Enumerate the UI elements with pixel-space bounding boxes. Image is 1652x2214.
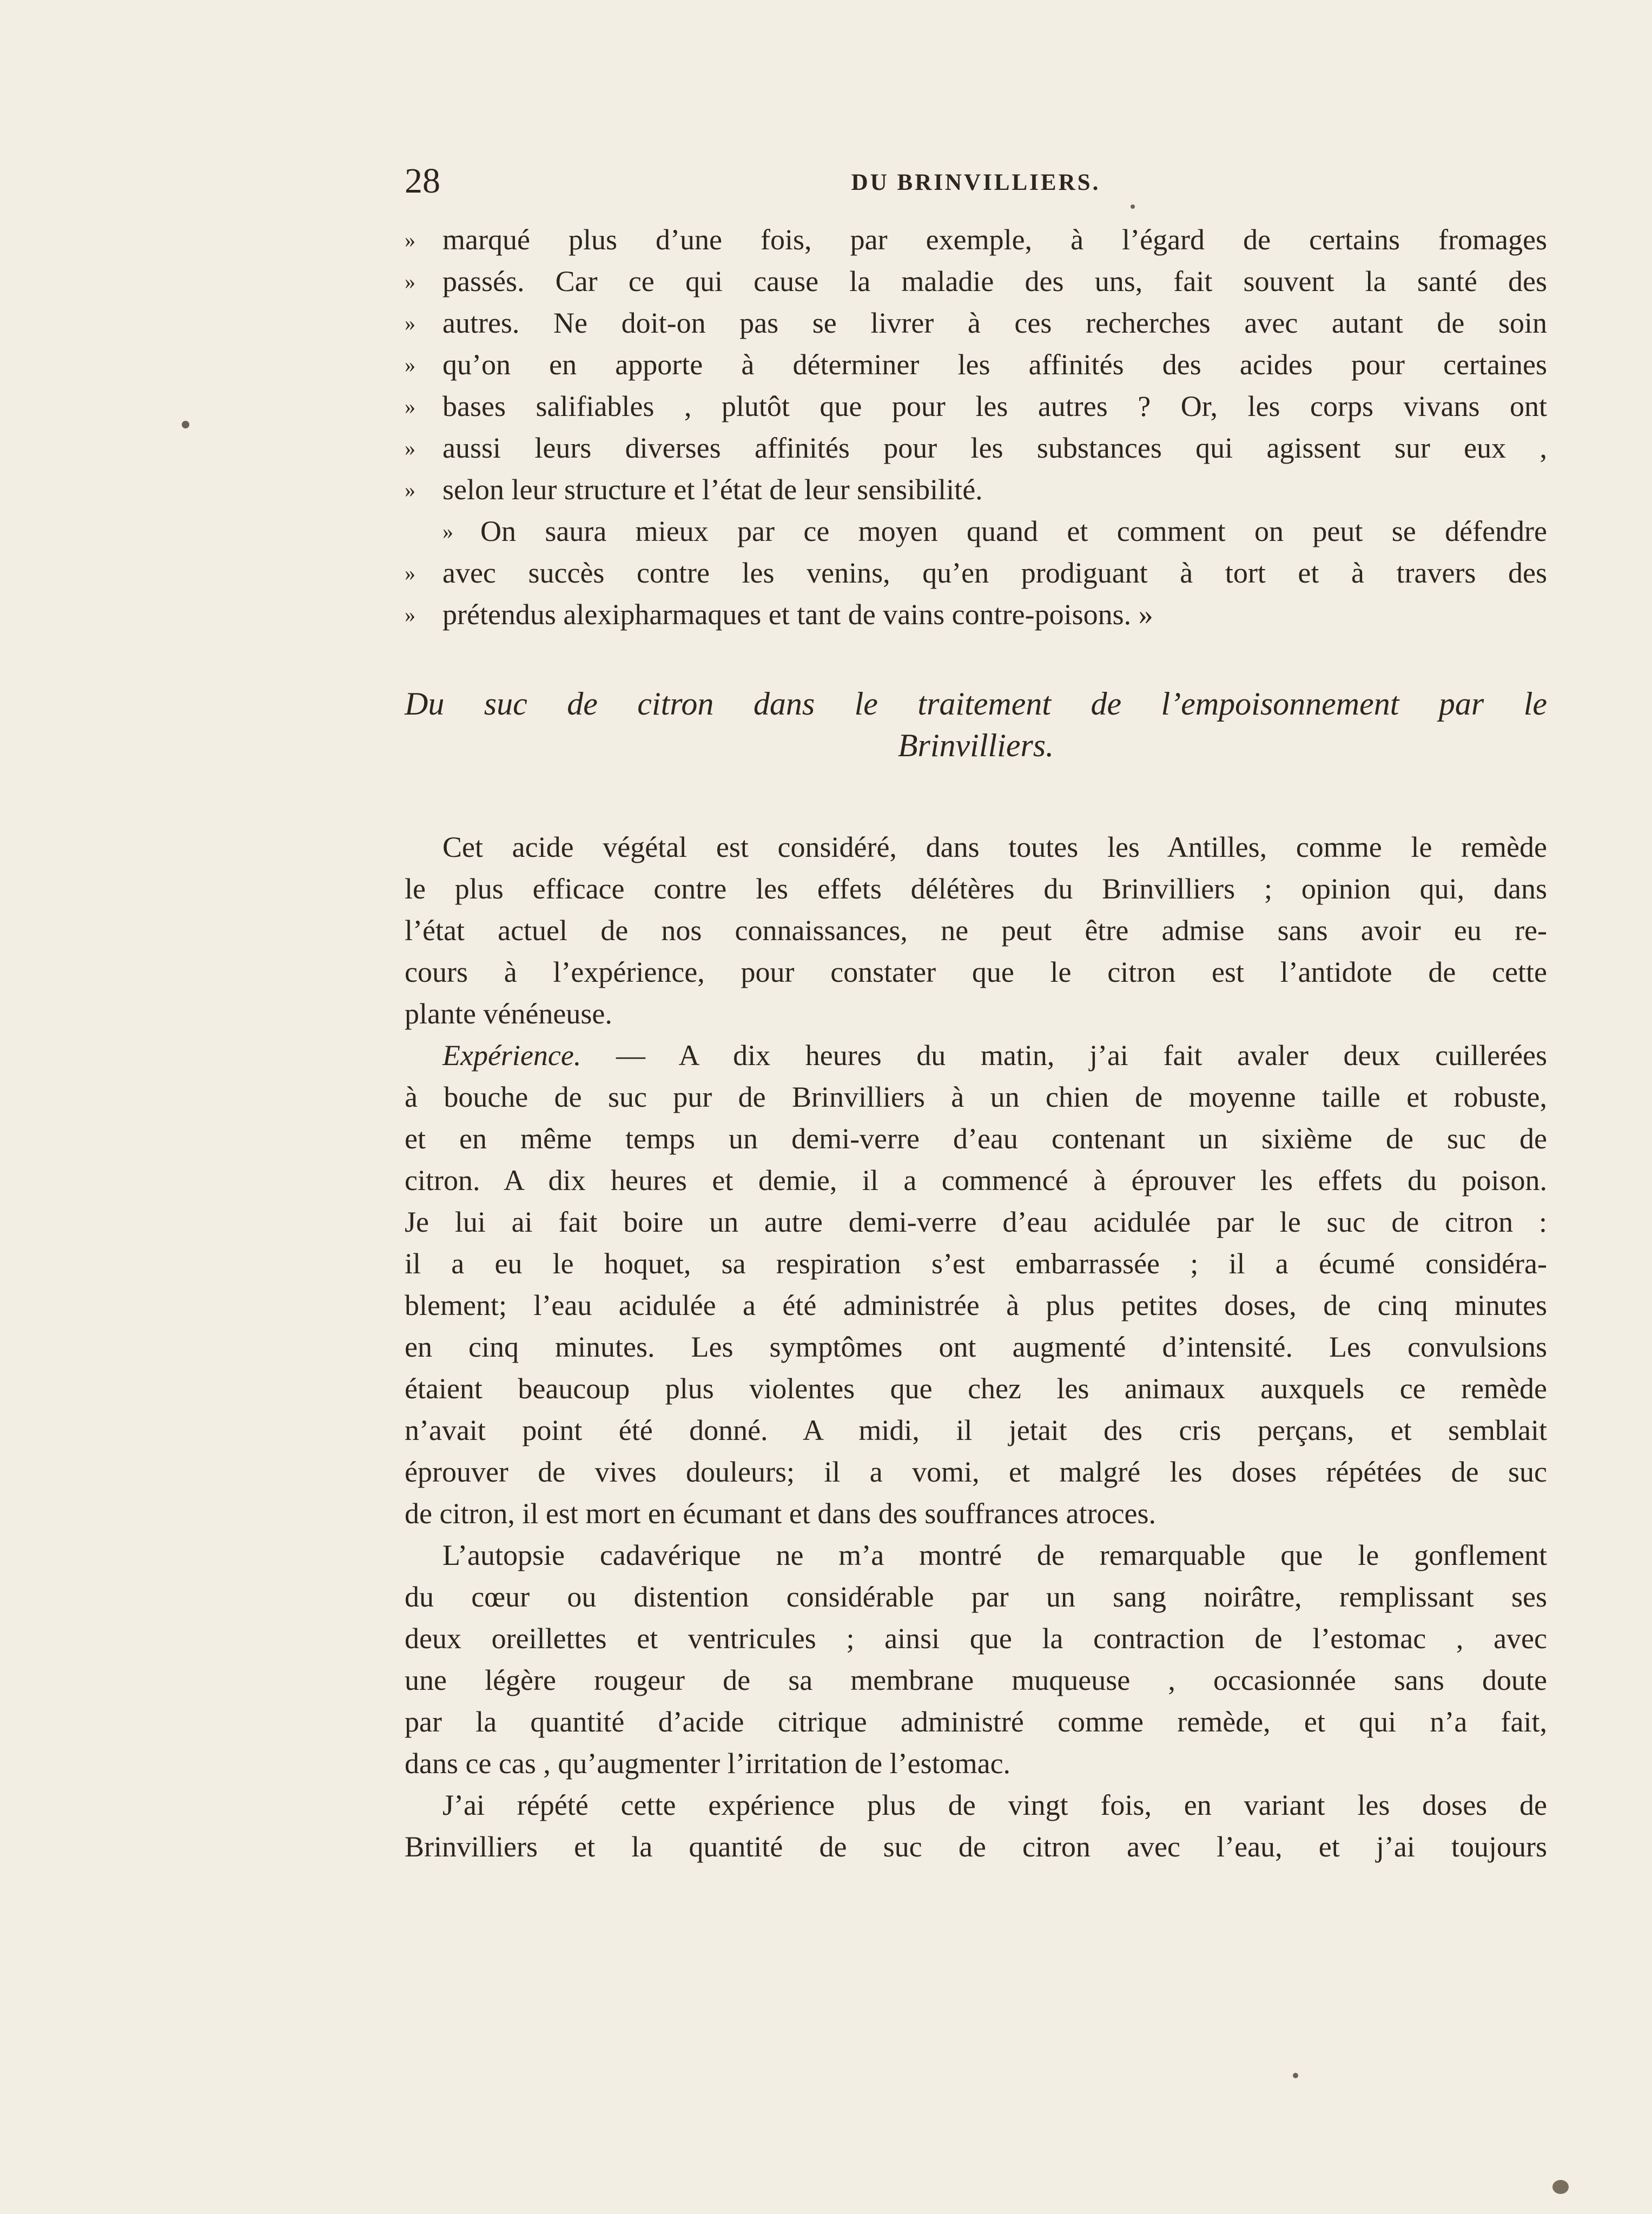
text-line: étaient beaucoup plus violentes que chez les animaux auxquels ce remède [405,1372,1547,1405]
section-heading-line: Brinvilliers. [897,728,1054,763]
text-line: à bouche de suc pur de Brinvilliers à un chien de moyenne taille et robuste, [405,1081,1547,1113]
quote-line [405,594,1547,636]
quote-text: qu’on en apporte à déterminer les affinités des acides pour certaines [442,348,1547,381]
running-title: DU BRINVILLIERS. [851,170,1101,195]
text-line: par la quantité d’acide citrique administré comme remède, et qui n’a fait, [405,1706,1547,1738]
quote-mark: » [405,394,415,419]
quote-text: aussi leurs diverses affinités pour les substances qui agissent sur eux , [442,432,1547,464]
quote-text: passés. Car ce qui cause la maladie des uns, fait souvent la santé des [442,265,1547,298]
page-body [405,219,1547,1868]
text-line: Cet acide végétal est considéré, dans toutes les Antilles, comme le remède [442,831,1547,863]
section-heading [405,683,1547,767]
quote-text: marqué plus d’une fois, par exemple, à l’égard de certains fromages [442,223,1547,256]
quote-text: selon leur structure et l’état de leur sensibilité. [442,473,983,506]
quote-text: prétendus alexipharmaques et tant de vains contre-poisons. » [442,598,1153,631]
quote-line [405,302,1547,344]
text-line: plante vénéneuse. [405,997,612,1030]
text-line: il a eu le hoquet, sa respiration s’est embarrassée ; il a écumé considéra- [405,1247,1547,1280]
text-line: une légère rougeur de sa membrane muqueuse , occasionnée sans doute [405,1664,1547,1696]
quote-line [405,469,1547,511]
quote-mark: » [405,353,415,377]
text-line: Je lui ai fait boire un autre demi-verre d’eau acidulée par le suc de citron : [405,1206,1547,1238]
text-line: de citron, il est mort en écumant et dans des souffrances atroces. [405,1497,1157,1530]
quote-mark: » [405,228,415,252]
text-line: cours à l’expérience, pour constater que le citron est l’antidote de cette [405,956,1547,988]
text-line: J’ai répété cette expérience plus de vingt fois, en variant les doses de [442,1789,1547,1821]
quote-mark: » [405,311,415,335]
quote-line [405,386,1547,427]
quote-line [405,552,1547,594]
paragraph [405,1535,1547,1785]
text-line: deux oreillettes et ventricules ; ainsi que la contraction de l’estomac , avec [405,1622,1547,1655]
text-line: en cinq minutes. Les symptômes ont augmenté d’intensité. Les convulsions [405,1331,1547,1363]
quote-text: bases salifiables , plutôt que pour les autres ? Or, les corps vivans ont [442,390,1547,422]
page-number: 28 [405,161,440,201]
text-line [405,1035,1547,1076]
quote-line [405,344,1547,386]
quote-line [405,219,1547,261]
quote-mark: » [405,436,415,460]
text-line: Brinvilliers et la quantité de suc de citron avec l’eau, et j’ai toujours [405,1830,1547,1863]
quote-mark: » [405,269,415,294]
quotation-block [405,219,1547,636]
text-line: blement; l’eau acidulée a été administrée à plus petites doses, de cinq minutes [405,1289,1547,1321]
quote-mark: » [405,478,415,502]
paragraph [405,827,1547,1035]
text-line: L’autopsie cadavérique ne m’a montré de remarquable que le gonflement [442,1539,1547,1571]
experience-label: Expérience. [442,1039,581,1072]
quote-line [405,261,1547,302]
paragraph [405,1035,1547,1535]
text-line: n’avait point été donné. A midi, il jetait des cris perçans, et semblait [405,1414,1547,1446]
text-line: et en même temps un demi-verre d’eau contenant un sixième de suc de [405,1122,1547,1155]
quote-line [405,427,1547,469]
text-line: dans ce cas , qu’augmenter l’irritation de l’estomac. [405,1747,1011,1780]
text-line: éprouver de vives douleurs; il a vomi, et malgré les doses répétées de suc [405,1456,1547,1488]
quote-text: avec succès contre les venins, qu’en prodiguant à tort et à travers des [442,557,1547,589]
section-heading-line: Du suc de citron dans le traitement de l’empoisonnement par le [405,686,1547,722]
paper-speck [1131,204,1135,209]
text-line: citron. A dix heures et demie, il a commencé à éprouver les effets du poison. [405,1164,1547,1197]
text-line: du cœur ou distention considérable par un sang noirâtre, remplissant ses [405,1581,1547,1613]
paper-speck [1552,2180,1569,2194]
text-line: l’état actuel de nos connaissances, ne peut être admise sans avoir eu re- [405,914,1547,947]
text-line: le plus efficace contre les effets délétères du Brinvilliers ; opinion qui, dans [405,873,1547,905]
paragraph [405,1785,1547,1868]
paper-speck [1293,2073,1298,2078]
running-head [405,157,1547,206]
quote-mark: » [442,519,453,544]
paper-speck [182,421,189,428]
quote-line [405,511,1547,552]
quote-mark: » [405,561,415,585]
quote-mark: » [405,603,415,627]
quote-text: autres. Ne doit-on pas se livrer à ces recherches avec autant de soin [442,307,1547,339]
quote-text: On saura mieux par ce moyen quand et comment on peut se défendre [480,515,1547,547]
text-fragment: — A dix heures du matin, j’ai fait avaler deux cuillerées [581,1039,1547,1072]
